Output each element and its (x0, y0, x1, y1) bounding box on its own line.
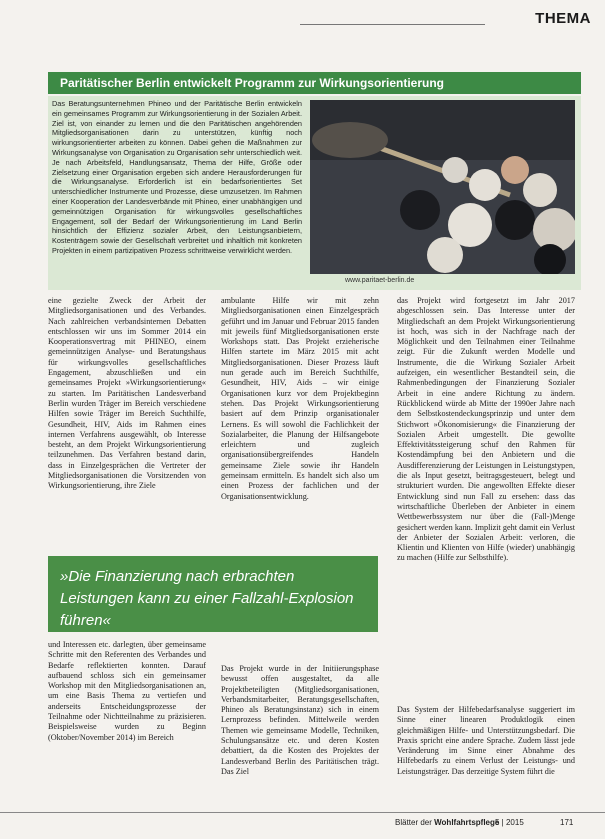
info-box-text: Das Beratungsunternehmen Phineo und der Paritätische Berlin entwickeln ein gemeinsames Programm zur Wirkungsorientierung in der Sozialen Arbeit. Ziel ist, von einander zu lernen und die den Paritätischen angehörenden Mitgliedsorganisationen darin zu unterstützen, künftig noch wirkungsorientierter arbeiten zu können. Dabei gehen die Maßnahmen zur Wirkungsanalyse von Organisation zu Organisation sehr unterschiedlich weit. Je nach Arbeitsfeld, Handlungsansatz, Thema der Hilfe, Größe oder Zielsetzung einer Organisation ergeben sich andere Herausforderungen für die Wirkungsanalyse. Erforderlich ist ein bedarfsorientiertes Set unterschiedlicher Instrumente und Prozesse, diese umzusetzen. Im Rahmen einer Kooperation der Landesverbände mit Phineo, einer unabhängigen und gemeinnützigen Organisation für wirkungsvolles gesellschaftliches Engagement, soll der Bedarf der Wirkungsorientierung im Land Berlin hinsichtlich der Effizienz sozialer Arbeit, den Leistungsanbietern, Kostenträgern sowie der Gesellschaft verbreitet und inhaltlich mit konkreten Projekten in einem partizipativen Prozess schrittweise verwirklicht werden. (52, 99, 302, 255)
footer-rule (0, 812, 605, 813)
column-1-top: eine gezielte Zweck der Arbeit der Mitgliedsorganisationen und des Verbandes. Nach zahlreichen verbandsinternen Debatten entschlossen wir uns im Sommer 2014 ein Kooperationsvertrag mit PHINEO, einem gemeinnützigen Analyse- und Beratungshaus für wirkungsvolles gesellschaftliches Engagement, abzuschließen und ein gemeinsames Projekt »Wirkungsorientierung« zu starten. Im Paritätischen Landesverband Berlin wurden Träger im Bereich verschiedene Hilfen sowie Träger im Bereich Suchthilfe, Gesundheit, HIV, Aids im Rahmen eines internen Verfahrens ausgewählt, ob Interesse besteht, an dem Projekt Wirkungsorientierung teilzunehmen. Das Verfahren bestand darin, dass in Einzelgesprächen die Vertreter der Mitgliedsorganisationen die Vorsitzenden von Wirkungsorientierung, ihre Ziele (48, 296, 206, 491)
column-3-top: das Projekt wird fortgesetzt im Jahr 2017 abgeschlossen sein. Das Interesse unter der Mitgliedschaft an dem Projekt Wirkungsorientierung ist hoch, was sich in der Nachfrage nach der Möglichkeit und den Teilnahmen einer Teilnahme zeigt. Für die Zukunft werden Modelle und Instrumente, die die Wirkung Sozialer Arbeit aufzeigen, ein wesentlicher Bestandteil sein, die Rahmenbedingungen der Finanzierung Sozialer Arbeit in eine andere Richtung zu ändern. Rückblickend würde ab Mitte der 1990er Jahre nach dem Selbstkostendeckungsprinzip und unter dem Stichwort »Ökonomisierung« die Finanzierung der Sozialen Arbeit umgestellt. Die gewollte Effektivitätssteigerung schuf den Rahmen für Kostendämpfung bei den Anbietern und die Ausdifferenzierung der Leistungen in Leistungstypen, die als Input gesetzt, beitragsgesteuert, belegt und strukturiert wurden. Die angewollten Effekte dieser Entwicklung sind nun Fall zu ersehen: dass das wirtschaftliche Überleben der Anbieter in einem Wettbewerbssystem nur über die (Fall-)Menge gesichert werden kann. Implizit geht damit ein Verlust der Anbieter der Sozialen Arbeit: verloren, die Klientin und Klienten von Hilfe (wieder) unabhängig zu machen (Hilfe zur Selbsthilfe). (397, 296, 575, 563)
billiard-photo (310, 100, 575, 274)
column-3-bottom: Das System der Hilfebedarfsanalyse suggeriert im Sinne einer linearen Produktlogik einen gleichmäßigen Hilfe- und Unterstützungsbedarf. Die Praxis spricht eine andere Sprache. Zudem lässt jede Veränderung im Sinne einer Abnahme des Hilfebedarfs zu einem Verlust der Leistungs- und Leistungsträger. Das derzeitige System führt die (397, 705, 575, 776)
issue-number: 5 | 2015 (495, 818, 524, 827)
box-title: Paritätischer Berlin entwickelt Programm zur Wirkungsorientierung (48, 72, 581, 94)
column-2-top: ambulante Hilfe wir mit zehn Mitgliedsorganisationen einen Einzelgespräch geführt und im Januar und Februar 2015 fanden mit jeweils fünf Mitgliedsorganisationen erste Workshops statt. Das Projekt erzieherische Hilfen startete im März 2015 mit acht Mitgliedsorganisationen. Dieser Prozess läuft nun gerade auch im Bereich Suchthilfe, Gesundheit, HIV, Aids – wir einige Organisationen kurz vor dem Projektbeginn stehen. Das Projekt Wirkungsorientierung basiert auf dem Prinzip organisationaler Lernens. Es will sowohl die Fachlichkeit der Sozialarbeiter, die Planung der Hilfsangebote erleichtern und zugleich organisationsübergreifendes Handeln gemeinsame Ziele sowie ihr Handeln gemeinsam ermitteln. Es handelt sich also um einen Prozess der fachlichen und der Organisationsentwicklung. (221, 296, 379, 501)
page-number: 171 (560, 818, 574, 827)
pull-quote: »Die Finanzierung nach erbrachten Leistungen kann zu einer Fallzahl-Explosion führen« (60, 568, 354, 629)
photo-credit: www.paritaet-berlin.de (345, 277, 415, 284)
publication-name (395, 818, 499, 827)
page-footer (0, 812, 605, 832)
header-rule (300, 24, 485, 25)
column-1-bottom: und Interessen etc. darlegten, über gemeinsame Schritte mit den Referenten des Verbandes und Bedarfe reflektierten konnten. Darauf aufbauend schloss sich ein gemeinsamer Workshop mit den Mitgliedsorganisationen an, um eine Basis Thema zu vertiefen und anderseits Entscheidungsprozesse der Teilnahme oder Nichtteilnahme zu präzisieren. Beispielsweise wurden zu Beginn (Oktober/November 2014) im Bereich (48, 640, 206, 742)
publication-bold: Wohlfahrtspflege (434, 818, 500, 827)
publication-prefix: Blätter der (395, 818, 435, 827)
column-2-bottom: Das Projekt wurde in der Initiierungsphase bewusst offen ausgestaltet, da alle Projektbeteiligten (Mitgliedsorganisationen, Verbandsmitarbeiter, Beratungsgesellschaften, Phineo als Beratungsinstanz) sich in einem Lernprozess befinden. Mittelweile werden Themen wie gemeinsame Modelle, Techniken, Schulungsansätze etc. und deren Kosten debattiert, da die Kosten des Projektes der Landesverband Berlin des Paritätischen trägt. Das Ziel (221, 664, 379, 776)
section-label: THEMA (535, 10, 591, 27)
